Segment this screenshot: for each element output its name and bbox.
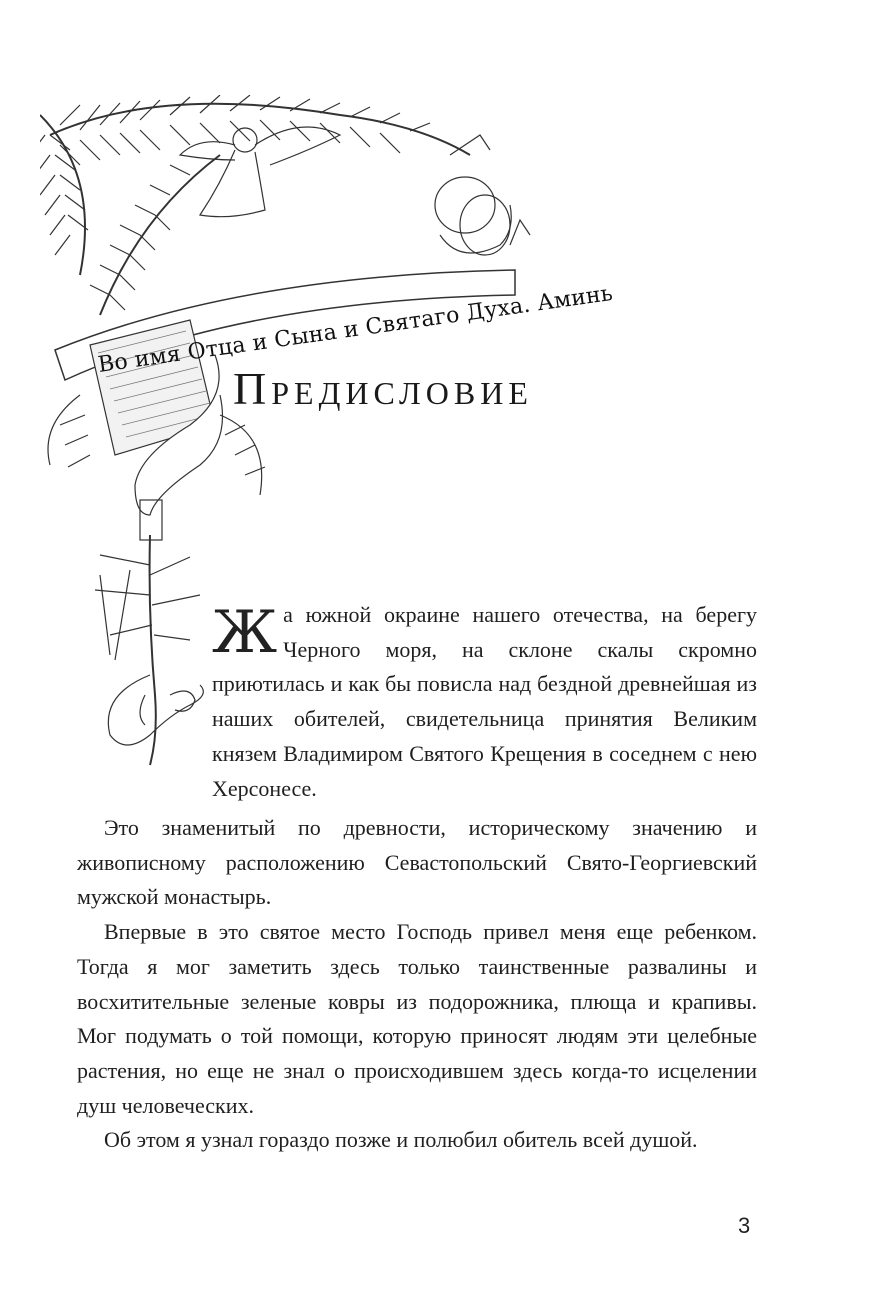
chapter-title: Предисловие bbox=[233, 363, 533, 414]
banner-inscription: Во имя Отца и Сына и Святаго Духа. Аминь bbox=[96, 280, 615, 378]
page-number: 3 bbox=[738, 1213, 751, 1238]
paragraph-4: Об этом я узнал гораздо позже и полюбил обитель всей душой. bbox=[104, 1127, 698, 1153]
first-paragraph bbox=[212, 598, 757, 806]
drop-cap: Ж bbox=[212, 598, 278, 666]
body-text bbox=[77, 811, 757, 1158]
paragraph-3: Впервые в это святое место Господь привел меня еще ребенком. Тогда я мог заметить здесь только таинственные развалины и восхитительные зеленые ковры из подорожника, плюща и крапивы. Мог подумать о той помощи, которую приносят людям эти целебные растения, но еще не знал о происходившем здесь когда-то исцелении душ человеческих. bbox=[77, 919, 757, 1118]
paragraph-2: Это знаменитый по древности, историческому значению и живописному расположению Севастопольский Свято-Георгиевский мужской монастырь. bbox=[77, 815, 757, 910]
first-paragraph-text: а южной окраине нашего отечества, на берегу Черного моря, на склоне скалы скромно приютилась и как бы повисла над бездной древнейшая из наших обителей, свидетельница принятия Великим князем Владимиром Святого Крещения в соседнем с нею Херсонесе. bbox=[212, 602, 757, 801]
